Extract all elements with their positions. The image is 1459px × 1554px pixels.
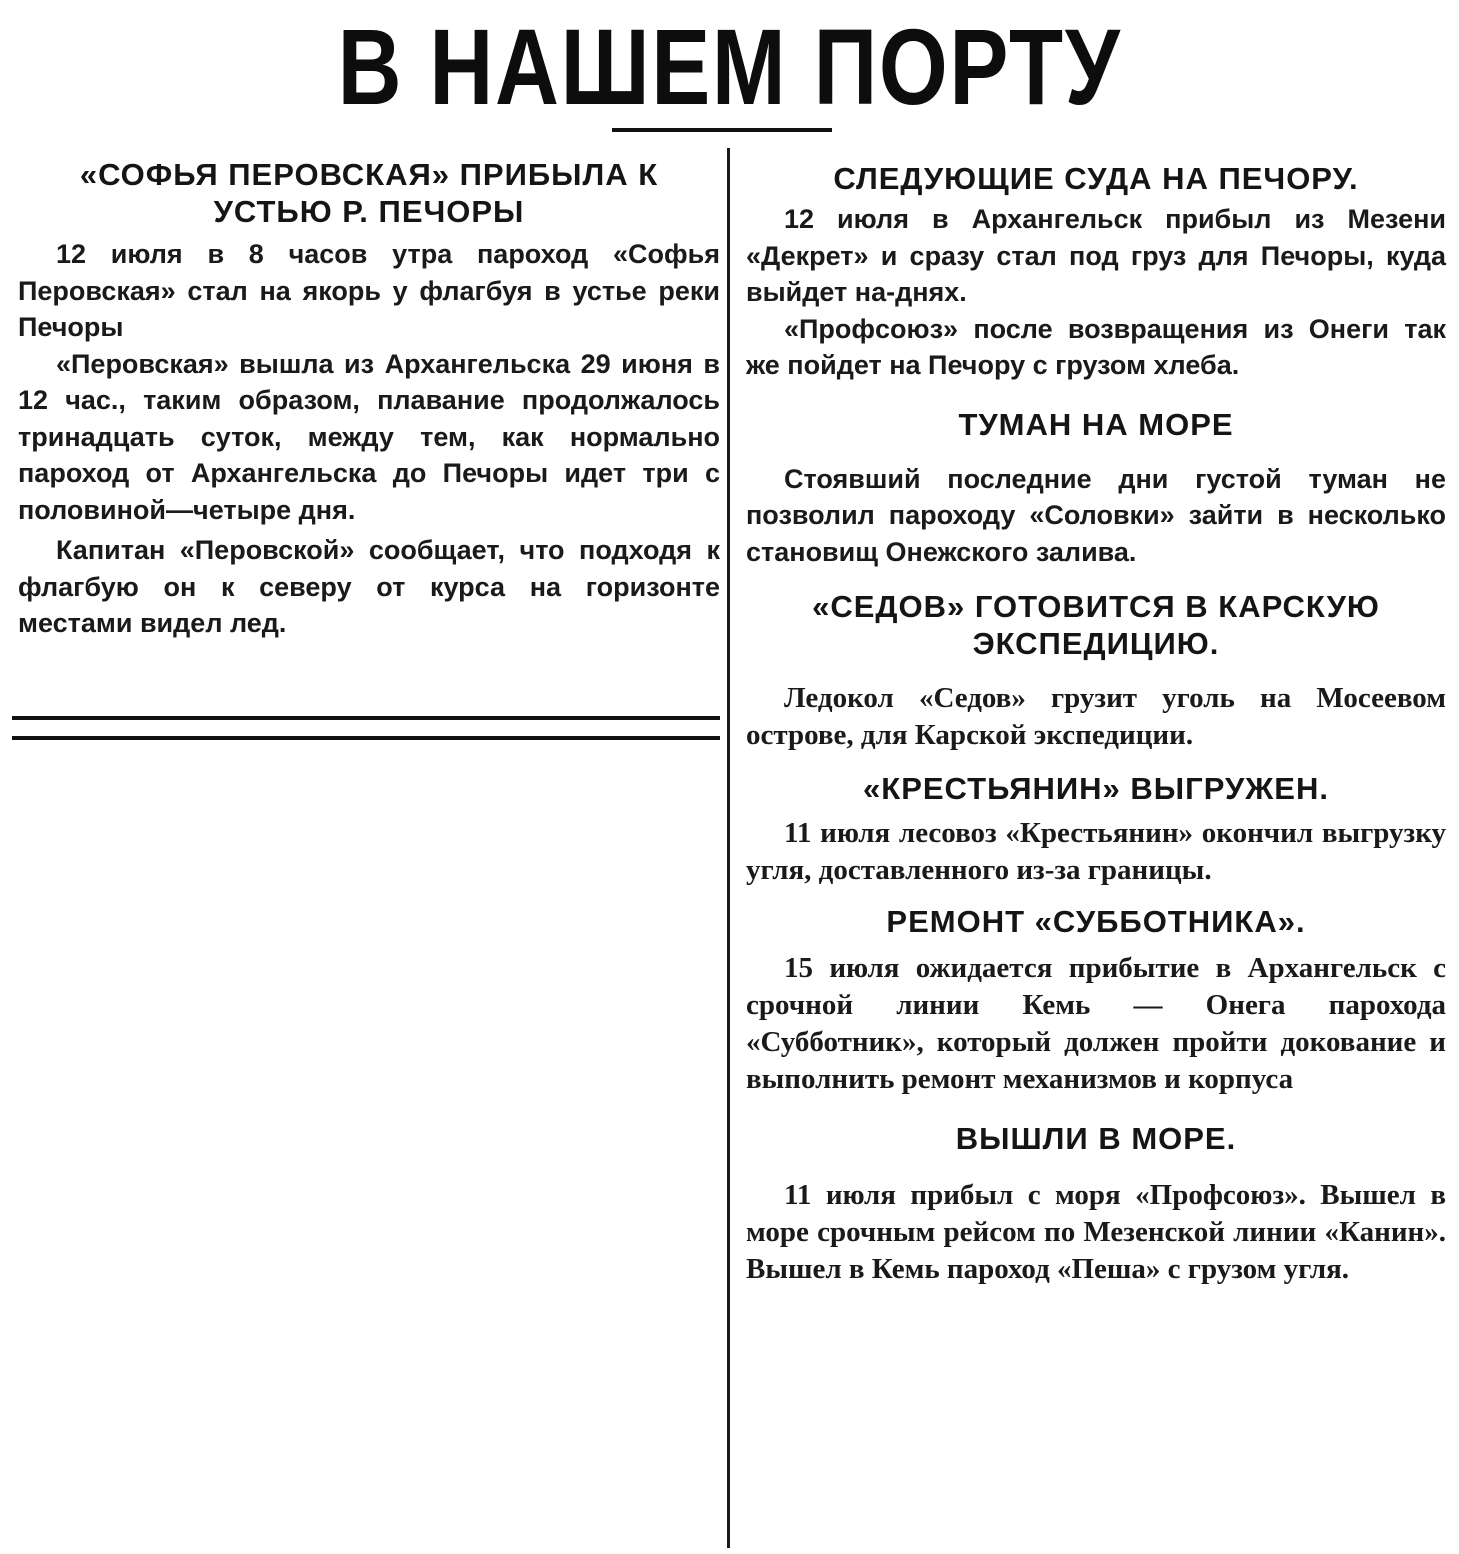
article-sofya-perovskaya: [18, 156, 720, 642]
article-paragraph: 11 июля лесовоз «Крестьянин» окончил выгрузку угля, доставленного из-за границы.: [746, 817, 1446, 886]
column-divider: [727, 148, 730, 1548]
article-headline: «КРЕСТЬЯНИН» ВЫГРУЖЕН.: [863, 771, 1329, 806]
article-headline: «СОФЬЯ ПЕРОВСКАЯ» ПРИБЫЛА К УСТЬЮ Р. ПЕЧОРЫ: [79, 157, 659, 229]
article-sedov: [746, 588, 1446, 754]
left-column: [18, 148, 720, 642]
article-paragraph: 12 июля в Архангельск прибыл из Мезени «Декрет» и сразу стал под груз для Печоры, куда выйдет на-днях.: [746, 204, 1446, 307]
article-headline: ВЫШЛИ В МОРЕ.: [955, 1121, 1237, 1156]
article-paragraph: 15 июля ожидается прибытие в Архангельск с срочной линии Кемь — Онега парохода «Субботник», который должен пройти докование и выполнить ремонт механизмов и корпуса: [746, 952, 1446, 1095]
article-paragraph: Капитан «Перовской» сообщает, что подходя к флагбую он к северу от курса на горизонте местами видел лед.: [18, 535, 720, 638]
article-paragraph: «Перовская» вышла из Архангельска 29 июня в 12 час., таким образом, плавание продолжалось тринадцать суток, между тем, как нормально пароход от Архангельска до Печоры идет три с половиной—четыре дня.: [18, 348, 720, 525]
article-subbotnik-repair: [746, 903, 1446, 1098]
title-underline: [612, 128, 832, 132]
article-paragraph: Стоявший последние дни густой туман не позволил пароходу «Соловки» зайти в несколько становищ Онежского залива.: [746, 463, 1446, 567]
article-headline: РЕМОНТ «СУББОТНИКА».: [886, 904, 1306, 939]
article-went-to-sea: [746, 1120, 1446, 1288]
article-paragraph: 12 июля в 8 часов утра пароход «Софья Перовская» стал на якорь у флагбуя в устье реки Печоры: [18, 239, 720, 342]
article-paragraph: «Профсоюз» после возвращения из Онеги так же пойдет на Печору с грузом хлеба.: [746, 313, 1446, 380]
page-title: В НАШЕМ ПОРТУ: [337, 6, 1122, 127]
article-paragraph: 11 июля прибыл с моря «Профсоюз». Вышел в море срочным рейсом по Мезенской линии «Канин». Вышел в Кемь пароход «Пеша» с грузом угля.: [746, 1179, 1446, 1285]
article-paragraph: Ледокол «Седов» грузит уголь на Мосеевом острове, для Карской экспедиции.: [746, 682, 1446, 751]
right-column: [746, 148, 1446, 1288]
article-headline: «СЕДОВ» ГОТОВИТСЯ В КАРСКУЮ ЭКСПЕДИЦИЮ.: [812, 589, 1380, 661]
article-fog: [746, 406, 1446, 571]
article-headline: СЛЕДУЮЩИЕ СУДА НА ПЕЧОРУ.: [833, 161, 1359, 196]
article-headline: ТУМАН НА МОРЕ: [958, 406, 1234, 442]
section-rule-top: [12, 716, 720, 720]
article-krestyanin: [746, 770, 1446, 889]
section-rule-bottom: [12, 736, 720, 740]
article-next-ships: [746, 160, 1446, 384]
